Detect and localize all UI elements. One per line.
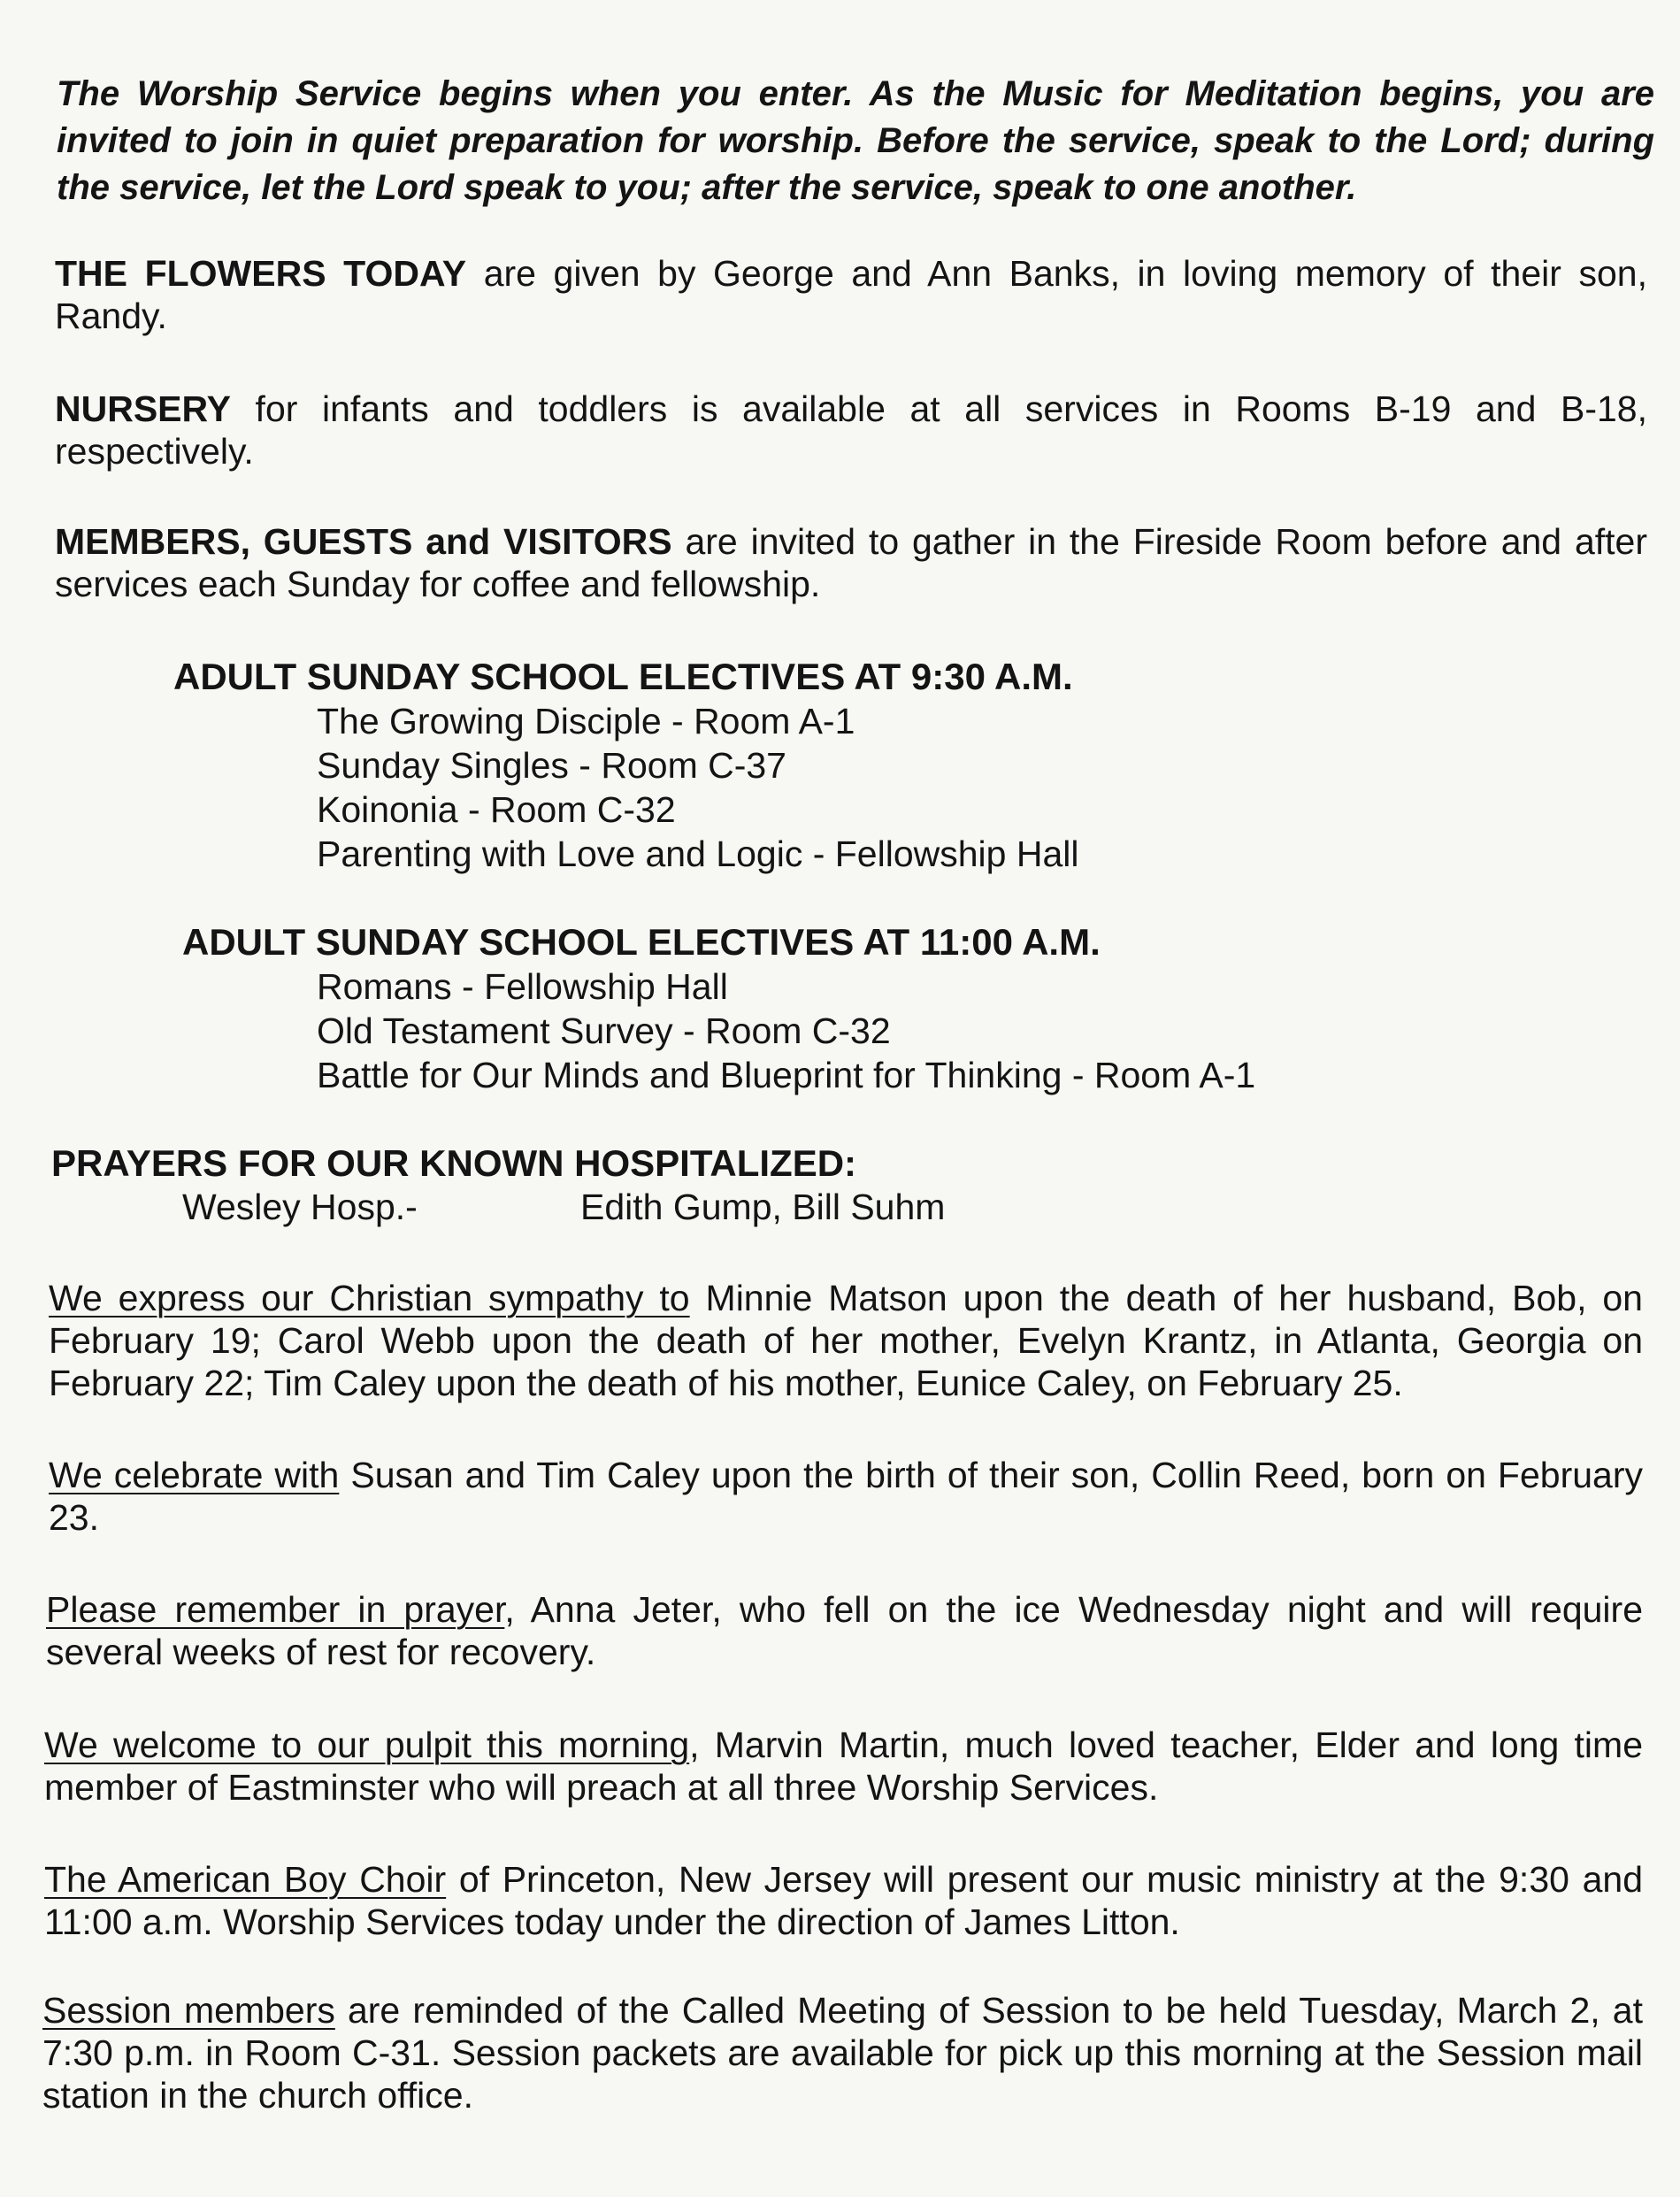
welcome-text: , Marvin Martin, much loved teacher, Elder and long time member of Eastminster who will preach at all three Worship Services. — [44, 1725, 1643, 1808]
electives-1100-section — [182, 920, 1509, 1097]
choir-text: of Princeton, New Jersey will present our music ministry at the 9:30 and 11:00 a.m. Worship Services today under the direction of James Litton. — [44, 1859, 1643, 1942]
members-lead: MEMBERS, GUESTS and VISITORS — [55, 521, 672, 562]
elective-930-item: Koinonia - Room C-32 — [317, 789, 676, 830]
celebrate-text: Susan and Tim Caley upon the birth of their son, Collin Reed, born on February 23. — [49, 1455, 1643, 1538]
nursery-lead: NURSERY — [55, 388, 231, 429]
sympathy-text: Minnie Matson upon the death of her husband, Bob, on February 19; Carol Webb upon the death of her mother, Evelyn Krantz, in Atlanta, Georgia on February 22; Tim Caley upon the death of his mother, Eunice Caley, on February 25. — [49, 1278, 1643, 1403]
prayers-heading: PRAYERS FOR OUR KNOWN HOSPITALIZED: — [51, 1142, 857, 1184]
flowers-paragraph — [55, 252, 1647, 337]
prayers-section — [51, 1141, 1378, 1228]
celebrate-paragraph — [49, 1454, 1643, 1539]
nursery-text: for infants and toddlers is available at all services in Rooms B-19 and B-18, respectively. — [55, 388, 1647, 472]
elective-1100-item: Battle for Our Minds and Blueprint for Thinking - Room A-1 — [317, 1055, 1256, 1095]
remember-lead: Please remember in prayer — [46, 1589, 505, 1630]
nursery-paragraph — [55, 388, 1647, 472]
remember-text: , Anna Jeter, who fell on the ice Wednesday night and will require several weeks of rest for recovery. — [46, 1589, 1643, 1672]
members-paragraph — [55, 520, 1647, 605]
choir-lead: The American Boy Choir — [44, 1859, 447, 1900]
flowers-text: are given by George and Ann Banks, in loving memory of their son, Randy. — [55, 253, 1647, 336]
choir-paragraph — [44, 1858, 1643, 1943]
elective-1100-item: Romans - Fellowship Hall — [317, 966, 728, 1007]
electives-930-heading: ADULT SUNDAY SCHOOL ELECTIVES AT 9:30 A.M. — [173, 656, 1073, 697]
welcome-lead: We welcome to our pulpit this morning — [44, 1725, 690, 1765]
hospitalized-names: Edith Gump, Bill Suhm — [580, 1187, 946, 1227]
electives-930-section — [173, 655, 1500, 876]
remember-paragraph — [46, 1588, 1643, 1673]
intro-paragraph: The Worship Service begins when you enter. As the Music for Meditation begins, you are invited to join in quiet preparation for worship. Before the service, speak to the Lord; during the service, let the Lord speak to you; after the service, speak to one another. — [57, 74, 1654, 207]
elective-1100-item: Old Testament Survey - Room C-32 — [317, 1010, 891, 1051]
members-text: are invited to gather in the Fireside Room before and after services each Sunday for coffee and fellowship. — [55, 521, 1648, 604]
electives-1100-heading: ADULT SUNDAY SCHOOL ELECTIVES AT 11:00 A.M. — [182, 921, 1101, 963]
celebrate-lead: We celebrate with — [49, 1455, 340, 1495]
elective-930-item: Sunday Singles - Room C-37 — [317, 745, 786, 786]
elective-930-item: Parenting with Love and Logic - Fellowship Hall — [317, 833, 1079, 874]
elective-930-item: The Growing Disciple - Room A-1 — [317, 701, 855, 741]
hospital-name: Wesley Hosp.- — [182, 1187, 418, 1227]
session-text: are reminded of the Called Meeting of Session to be held Tuesday, March 2, at 7:30 p.m. in Room C-31. Session packets are available for pick up this morning at the Session mail station in the church office. — [42, 1990, 1643, 2116]
sympathy-lead: We express our Christian sympathy to — [49, 1278, 690, 1318]
session-lead: Session members — [42, 1990, 335, 2031]
flowers-lead: THE FLOWERS TODAY — [55, 253, 467, 294]
welcome-paragraph — [44, 1724, 1643, 1809]
sympathy-paragraph — [49, 1277, 1643, 1404]
session-paragraph — [42, 1989, 1643, 2116]
